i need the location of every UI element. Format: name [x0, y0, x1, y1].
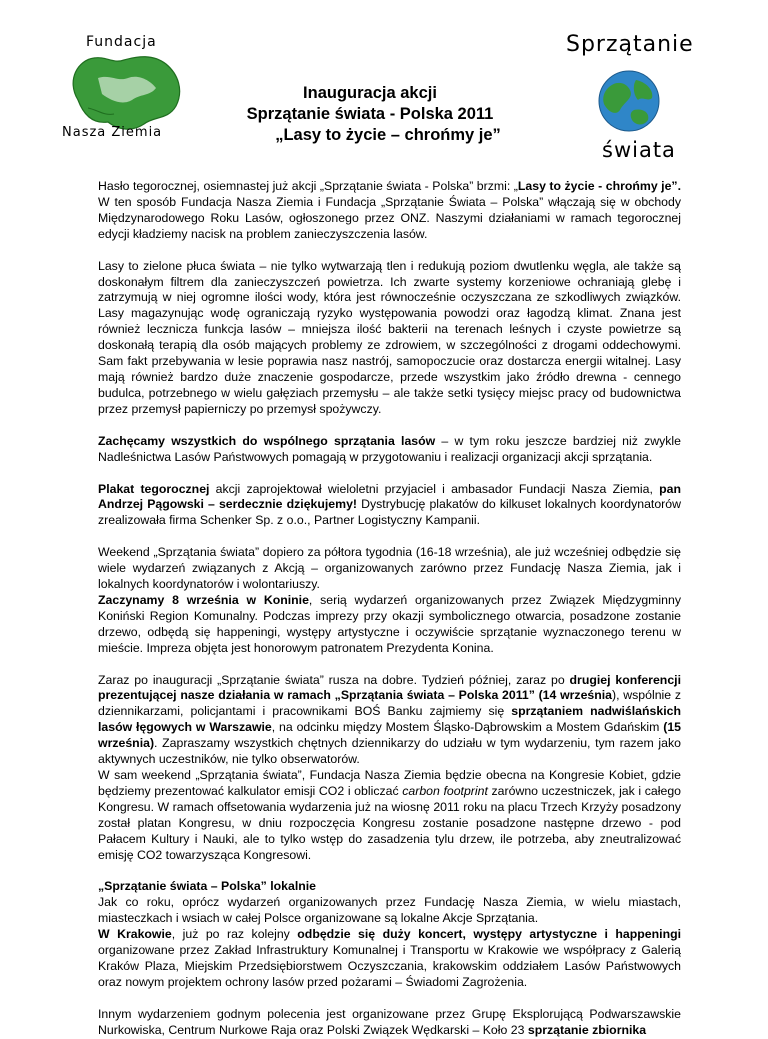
text: W sam weekend „Sprzątania świata”, Fundacja Nasza Ziemia będzie obecna na Kongresie Kobiet, gdzie będziemy prezentować kalkulator emisji CO2 i obliczać: [98, 768, 681, 798]
italic-text: carbon footprint: [402, 783, 488, 798]
document-title: [200, 83, 540, 146]
logo-text-sprzatanie: Sprzątanie: [566, 32, 694, 57]
paragraph-motto: [98, 179, 681, 243]
text: ), wspólnie z dziennikarzami, policjantami i pracownikami BOŚ Banku zajmiemy się: [98, 688, 682, 719]
text: Weekend „Sprzątania świata” dopiero za półtora tygodnia (16-18 września), ale już wcześniej odbędzie się wiele wydarzeń związanych z Akcją – organizowanych zarówno przez Fundację Nasza Ziemia, jak i lokalnych koordynatorów i wolontariuszy.: [98, 545, 681, 592]
text: , już po raz kolejny: [171, 927, 298, 942]
bold-text: W Krakowie: [98, 927, 172, 942]
document-body: [98, 179, 681, 1039]
title-line-1: Inauguracja akcji: [303, 84, 437, 102]
title-line-2: Sprzątanie świata - Polska 2011: [246, 105, 494, 123]
paragraph-local: [98, 895, 681, 927]
paragraph-diving: [98, 1007, 681, 1039]
bold-text: pan Andrzej Pągowski – serdecznie dziękujemy!: [98, 481, 681, 512]
paragraph-women-congress: [98, 768, 681, 863]
paragraph-poster: [98, 482, 681, 530]
text: akcji zaprojektował wieloletni przyjaciel i ambasador Fundacji Nasza Ziemia,: [209, 481, 660, 496]
earth-globe-icon: [594, 66, 664, 136]
text: , na odcinku między Mostem Śląsko-Dąbrowskim a Mostem Gdańskim: [271, 720, 664, 735]
fundacja-nasza-ziemia-logo: [58, 30, 193, 150]
paragraph-invitation: [98, 434, 681, 466]
bold-text: Plakat tegorocznej: [98, 481, 210, 496]
text: Lasy to zielone płuca świata – nie tylko wytwarzają tlen i redukują poziom dwutlenku węgla, ale także są doskonałym filtrem dla zanieczyszczeń powietrza. Ich zwarte systemy korzeniowe ochraniają glebę i zatrzymują w niej ogromne ilości wody, która jest równocześnie oczyszczana ze szkodliwych związków. Lasy magazynując wodę ograniczają ryzyko występowania powodzi oraz łagodzą klimat. Znana jest również lecznicza funkcja lasów – mniejsza ilość bakterii na terenach leśnych i czyste powietrze są doskonałą terapią dla osób mających problemy ze zdrowiem, w szczególności z drogami oddechowymi. Sam fakt przebywania w lesie poprawia nasz nastrój, samopoczucie oraz dostarcza energii witalnej. Lasy mają również bardzo duże znaczenie gospodarcze, przede wszystkim jako źródło drewna - cennego budulca, potrzebnego w wielu gałęziach przemysłu – ale także setki tysięcy miejsc pracy od budownictwa przez przemysł papierniczy po przemysł spożywczy.: [98, 258, 681, 416]
bold-text: Lasy to życie - chrońmy je”.: [517, 179, 681, 193]
text: , serią wydarzeń organizowanych przez Związek Międzygminny Koniński Region Komunalny. Podczas imprezy przy okazji symbolicznego otwarcia, posadzone zostanie drzewo, odbędą się happeningi, występy artystyczne i oczywiście sprzątanie wyznaczonego terenu w mieście. Impreza objęta jest honorowym patronatem Prezydenta Konina.: [98, 592, 681, 655]
text: Hasło tegorocznej, osiemnastej już akcji „Sprzątanie świata - Polska” brzmi: „: [98, 179, 518, 193]
bold-text: sprzątaniem nadwiślańskich lasów łęgowych w Warszawie: [98, 704, 681, 735]
bold-text: Zaczynamy 8 września w Koninie: [98, 592, 309, 607]
bold-text: „Sprzątanie świata – Polska” lokalnie: [98, 879, 317, 894]
paragraph-weekend: [98, 545, 681, 593]
text: Zaraz po inauguracji „Sprzątanie świata” rusza na dobre. Tydzień później, zaraz po: [98, 672, 570, 687]
text: – w tym roku jeszcze bardziej niż zwykle Nadleśnictwa Lasów Państwowych pomagają w przygotowaniu i realizacji organizacji akcji sprzątania.: [98, 433, 681, 464]
paragraph-forests: [98, 259, 681, 418]
bold-text: (15 września): [98, 720, 681, 751]
logo-text-swiata: świata: [602, 138, 676, 162]
sprzatanie-swiata-logo: [560, 30, 710, 175]
text: W ten sposób Fundacja Nasza Ziemia i Fundacja „Sprzątanie Świata – Polska” włączają się w obchody Międzynarodowego Roku Lasów, ogłoszonego przez ONZ. Naszymi działaniami w ramach tegorocznej edycji kładziemy nacisk na problem zanieczyszczenia lasów.: [98, 194, 681, 241]
text: Dystrybucję plakatów do kilkuset lokalnych koordynatorów zrealizowała firma Schenker Sp. z o.o., Partner Logistyczny Kampanii.: [98, 497, 681, 528]
text: Innym wydarzeniem godnym polecenia jest organizowane przez Grupę Eksplorującą Podwarszawskie Nurkowiska, Centrum Nurkowe Raja oraz Polski Związek Wędkarski – Koło 23: [98, 1006, 681, 1037]
bold-text: Zachęcamy wszystkich do wspólnego sprzątania lasów: [98, 433, 436, 448]
text: organizowane przez Zakład Infrastruktury Komunalnej i Transportu w Krakowie we współpracy z Galerią Kraków Plaza, Miejskim Przedsiębiorstwem Oczyszczania, krakowskim oddziałem Lasów Państwowych oraz nowym projektem ochrony lasów przed pożarami – Świadomi Zagrożenia.: [98, 943, 681, 989]
bold-text: odbędzie się duży koncert, występy artystyczne i happeningi: [297, 927, 682, 942]
text: Jak co roku, oprócz wydarzeń organizowanych przez Fundację Nasza Ziemia, w wielu miastach, miasteczkach i wsiach w całej Polsce organizowane są lokalne Akcje Sprzątania.: [98, 895, 681, 926]
bold-text: sprzątanie zbiornika: [527, 1022, 647, 1037]
logo-text-fundacja: Fundacja: [86, 34, 157, 50]
title-line-3: „Lasy to życie – chrońmy je”: [275, 126, 501, 144]
text: zarówno uczestniczek, jak i całego Kongresu. W ramach offsetowania wydarzenia już na wiosnę 2011 roku na placu Trzech Krzyży posadzony został platan Kongresu, w dniu rozpoczęcia Kongresu zostanie posadzone następne drzewo - pod Pałacem Kultury i Nauki, ale to tylko wstęp do zasadzenia tylu drzew, ile potrzeba, aby zneutralizować emisję CO2 towarzysząca Kongresowi.: [98, 783, 682, 862]
paragraph-krakow: [98, 927, 681, 991]
text: . Zapraszamy wszystkich chętnych dziennikarzy do udziału w tym wydarzeniu, tym razem jako aktywnych uczestników, nie tylko obserwatorów.: [98, 736, 681, 767]
section-heading-local: [98, 879, 681, 895]
paragraph-konin: [98, 593, 681, 657]
paragraph-conference: [98, 673, 681, 768]
bold-text: drugiej konferencji prezentującej nasze działania w ramach „Sprzątania świata – Polska 2011” (14 września: [98, 672, 681, 703]
logo-text-nasza-ziemia: Nasza Ziemia: [62, 125, 163, 140]
